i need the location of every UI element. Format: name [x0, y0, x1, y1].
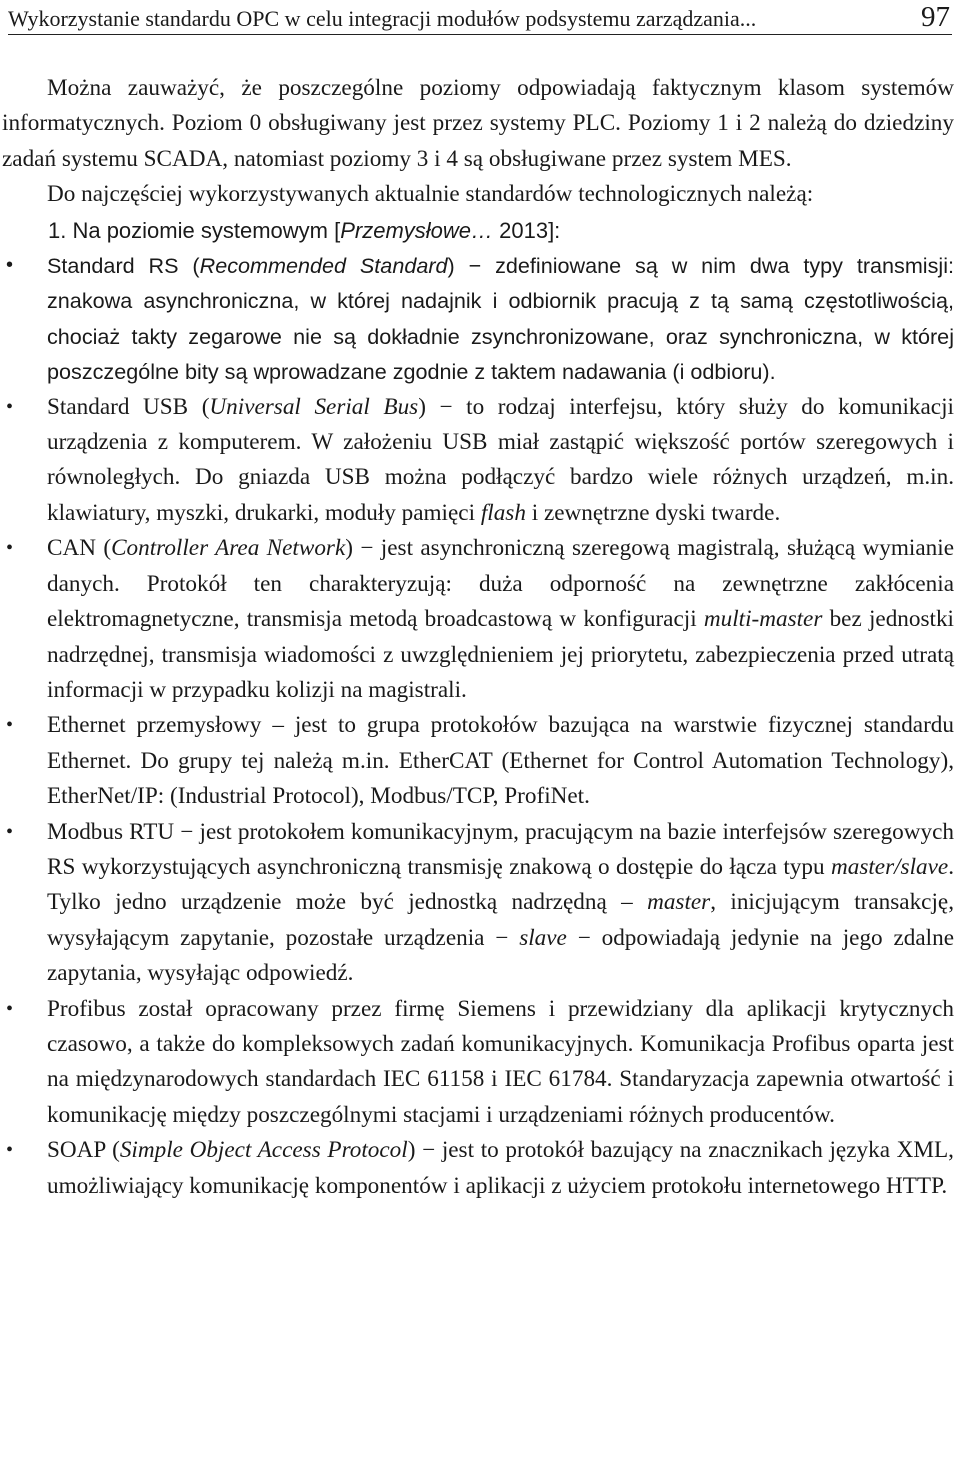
list-item-usb: • Standard USB (Universal Serial Bus) − to rodzaj interfejsu, który służy do komunikacji urządzenia z komputerem. W założeniu USB miał zastąpić większość portów szeregowych i równoległych. Do gniazda USB można podłączyć bardzo wiele różnych urządzeń, m.in. klawiatury, myszki, drukarki, moduły pamięci flash i zewnętrzne dyski twarde.	[0, 390, 960, 532]
list-heading-prefix: 1. Na poziomie systemowym [	[48, 217, 341, 243]
body-text	[0, 71, 960, 1204]
running-header	[8, 1, 952, 35]
bullet-icon: •	[6, 254, 14, 277]
bullet-icon: •	[6, 997, 14, 1020]
list-item-can: • CAN (Controller Area Network) − jest asynchroniczną szeregową magistralą, służącą wymianie danych. Protokół ten charakteryzują: duża odporność na zewnętrzne zakłócenia elektromagnetyczne, transmisja metodą broadcastową w konfiguracji multi-master bez jednostki nadrzędnej, transmisja wiadomości z uwzględnieniem jej priorytetu, zabezpieczenia przed utratą informacji w przypadku kolizji na magistrali.	[0, 531, 960, 708]
standards-list	[0, 248, 960, 1204]
bullet-icon: •	[6, 1139, 14, 1162]
bullet-icon: •	[6, 537, 14, 560]
intro-paragraph: Można zauważyć, że poszczególne poziomy odpowiadają faktycznym klasom systemów informatycznych. Poziom 0 obsługiwany jest przez systemy PLC. Poziomy 1 i 2 należą do dziedziny zadań systemu SCADA, natomiast poziomy 3 i 4 są obsługiwane przez system MES.	[2, 75, 954, 172]
list-item-rs: • Standard RS (Recommended Standard) − zdefiniowane są w nim dwa typy transmisji: znakowa asynchroniczna, w której nadajnik i odbiornik pracują z tą samą częstotliwością, chociaż takty zegarowe nie są dokładnie zsynchronizowane, oraz synchroniczna, w której poszczególne bity są wprowadzane zgodnie z taktem nadawania (i odbioru).	[0, 248, 960, 390]
standards-intro-paragraph: Do najczęściej wykorzystywanych aktualnie standardów technologicznych należą:	[47, 181, 814, 208]
list-item-soap: • SOAP (Simple Object Access Protocol) − jest to protokół bazujący na znacznikach języka XML, umożliwiający komunikację komponentów i aplikacji z użyciem protokołu internetowego HTTP.	[0, 1133, 960, 1204]
list-item-modbus: • Modbus RTU − jest protokołem komunikacyjnym, pracującym na bazie interfejsów szeregowych RS wykorzystujących asynchroniczną transmisję znakową o dostępie do łącza typu master/slave. Tylko jedno urządzenie może być jednostką nadrzędną – master, inicjującym transakcję, wysyłającym zapytanie, pozostałe urządzenia − slave − odpowiadają jedynie na jego zdalne zapytania, wysyłając odpowiedź.	[0, 815, 960, 992]
bullet-icon: •	[6, 395, 14, 418]
bullet-icon: •	[6, 714, 14, 737]
page-number: 97	[921, 1, 950, 33]
running-title: Wykorzystanie standardu OPC w celu integracji modułów podsystemu zarządzania...	[8, 6, 757, 31]
list-heading-suffix: 2013]:	[493, 217, 561, 243]
list-item-profibus: • Profibus został opracowany przez firmę Siemens i przewidziany dla aplikacji krytycznych czasowo, a także do kompleksowych zadań komunikacyjnych. Komunikacja Profibus oparta jest na międzynarodowych standardach IEC 61158 i IEC 61784. Standaryzacja zapewnia otwartość i komunikację między poszczególnymi stacjami i urządzeniami różnych producentów.	[0, 992, 960, 1134]
list-heading	[0, 213, 960, 248]
list-item-ethernet: • Ethernet przemysłowy – jest to grupa protokołów bazująca na warstwie fizycznej standardu Ethernet. Do grupy tej należą m.in. EtherCAT (Ethernet for Control Automation Technology), EtherNet/IP: (Industrial Protocol), Modbus/TCP, ProfiNet.	[0, 708, 960, 814]
citation: Przemysłowe…	[340, 217, 494, 243]
bullet-icon: •	[6, 820, 14, 843]
